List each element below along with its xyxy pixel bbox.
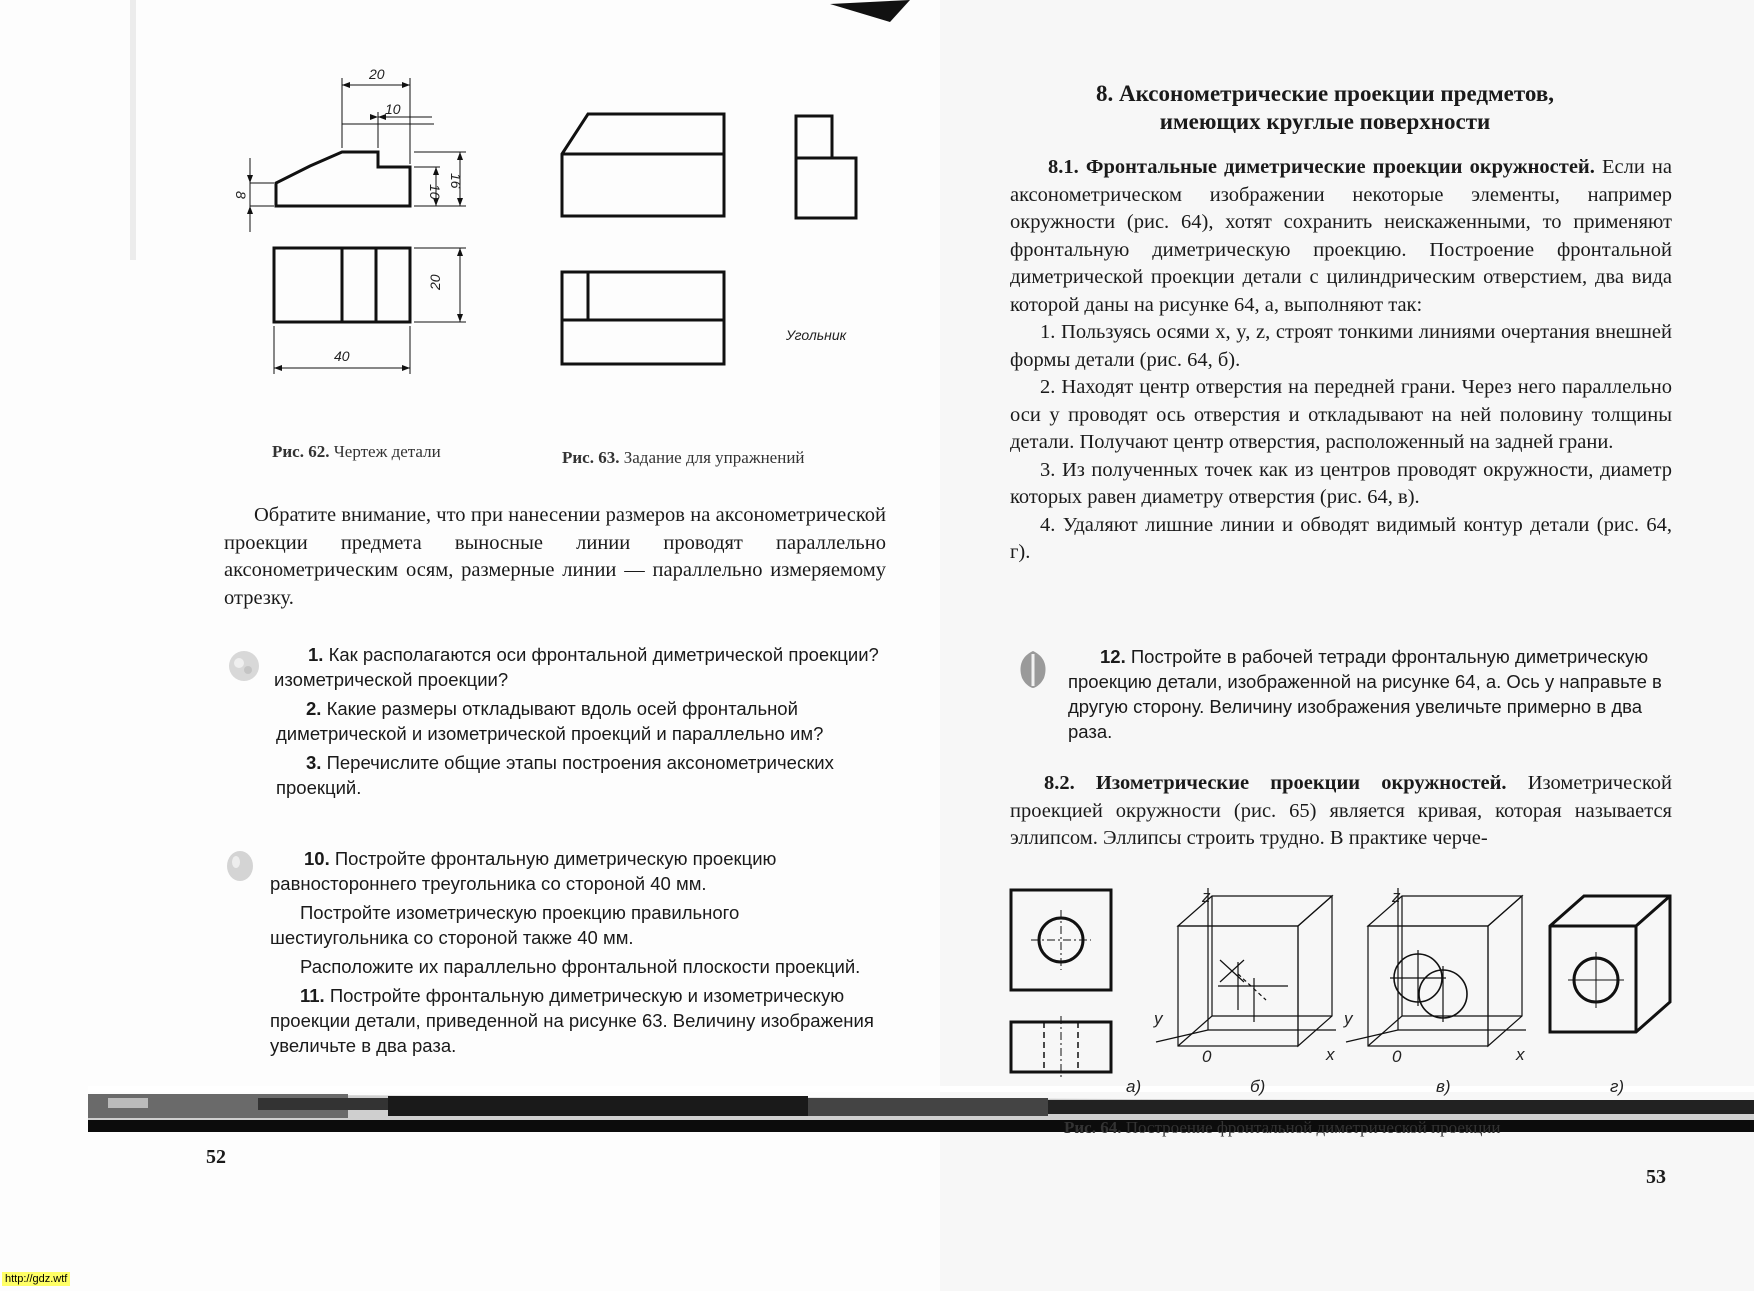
svg-text:z: z bbox=[1202, 887, 1211, 906]
questions-block bbox=[276, 642, 888, 800]
figure-63-caption bbox=[562, 448, 805, 468]
dim-10-vertical: 10 bbox=[427, 184, 443, 200]
chapter-heading-line-2: имеющих круглые поверхности bbox=[1159, 109, 1491, 134]
dim-20-vertical: 20 bbox=[427, 274, 443, 290]
dim-8: 8 bbox=[233, 191, 249, 199]
exercises-block bbox=[270, 846, 882, 1058]
svg-text:x: x bbox=[1516, 1045, 1525, 1064]
figure-64-caption-label: Рис. 64. bbox=[1064, 1118, 1122, 1137]
exercise-12: 12. Постройте в рабочей тетради фронтальную диметрическую проекцию детали, изображенной на рисунке 64, а. Ось y направьте в другую сторону. Величину изображения увеличьте примерно в два раза. bbox=[1068, 646, 1662, 742]
svg-text:в): в) bbox=[1436, 1077, 1451, 1096]
exercise-10-part-3: Расположите их параллельно фронтальной плоскости проекций. bbox=[300, 956, 861, 977]
front-view-outline bbox=[276, 152, 410, 206]
section-8-2-title: 8.2. Изометрические проекции окружностей. bbox=[1044, 772, 1507, 794]
svg-text:Угольник: Угольник bbox=[786, 327, 847, 343]
svg-text:0: 0 bbox=[1392, 1047, 1402, 1066]
question-1: 1. Как располагаются оси фронтальной диметрической проекции? изометрической проекции? bbox=[274, 644, 879, 690]
question-2: 2. Какие размеры откладывают вдоль осей фронтальной диметрической и изометрической проекций и параллельно им? bbox=[276, 698, 824, 744]
section-8-1-title: 8.1. Фронтальные диметрические проекции окружностей. bbox=[1048, 156, 1595, 178]
chapter-heading bbox=[1010, 80, 1640, 136]
page-number-left: 52 bbox=[206, 1146, 226, 1168]
site-link[interactable]: http://gdz.wtf bbox=[2, 1272, 70, 1286]
step-4: 4. Удаляют лишние линии и обводят видимый контур детали (рис. 64, г). bbox=[1010, 513, 1672, 563]
svg-text:а): а) bbox=[1126, 1077, 1142, 1096]
section-8-1-paragraph: 8.1. Фронтальные диметрические проекции окружностей. Если на аксонометрическом изображении некоторые элементы, например окружности (рис. 64), хотят сохранить неискаженными, то применяют фронтальную диметрическую проекцию. Построение фронтальной диметрической проекции детали с цилиндрическим отверстием, два вида которой даны на рисунке 64, а, выполняют так: bbox=[1010, 156, 1672, 316]
chapter-heading-line-1: 8. Аксонометрические проекции предметов, bbox=[1095, 81, 1554, 106]
figure-63-caption-label: Рис. 63. bbox=[562, 448, 620, 467]
panel-d-drawing bbox=[1550, 896, 1670, 1032]
section-8-1 bbox=[1010, 154, 1672, 567]
dim-16: 16 bbox=[448, 173, 464, 189]
svg-text:z: z bbox=[1392, 887, 1401, 906]
dim-40: 40 bbox=[334, 348, 350, 364]
svg-text:г): г) bbox=[1610, 1077, 1625, 1096]
figure-62-caption bbox=[272, 442, 441, 462]
exercise-11: 11. Постройте фронтальную диметрическую и изометрическую проекции детали, приведенной на рисунке 63. Величину изображения увеличьте в два раза. bbox=[270, 985, 874, 1056]
binding-edge-left bbox=[130, 0, 136, 260]
exercise-10: 10. Постройте фронтальную диметрическую проекцию равностороннего треугольника со стороной 40 мм. bbox=[270, 848, 777, 894]
panel-b-drawing bbox=[1156, 888, 1336, 1046]
svg-text:y: y bbox=[1154, 1009, 1163, 1028]
figure-62-drawing bbox=[222, 62, 482, 382]
panel-c-drawing bbox=[1346, 888, 1526, 1046]
figure-63-caption-text: Задание для упражнений bbox=[623, 448, 805, 467]
figure-62-caption-text: Чертеж детали bbox=[333, 442, 441, 461]
svg-text:y: y bbox=[1344, 1009, 1353, 1028]
page-number-right: 53 bbox=[1646, 1166, 1666, 1188]
left-paragraph: Обратите внимание, что при нанесении размеров на аксонометрической проекции предмета выносные линии проводят параллельно аксонометрическим осям, размерные линии — параллельно измеряемому отрезку. bbox=[224, 504, 886, 609]
exercise-12-icon bbox=[1014, 648, 1052, 690]
svg-text:x: x bbox=[1326, 1045, 1335, 1064]
questions-icon bbox=[226, 648, 262, 684]
dim-20: 20 bbox=[369, 66, 385, 82]
exercise-10-part-2: Постройте изометрическую проекцию правильного шестиугольника со стороной также 40 мм. bbox=[270, 902, 740, 948]
dim-10: 10 bbox=[385, 101, 401, 117]
exercises-icon bbox=[222, 848, 258, 884]
angle-label bbox=[786, 326, 876, 346]
figure-64-caption-text: Построение фронтальной диметрической проекции bbox=[1125, 1118, 1501, 1137]
figure-64-drawing bbox=[1006, 882, 1676, 1102]
svg-text:б): б) bbox=[1250, 1077, 1266, 1096]
panel-a-drawing bbox=[1011, 890, 1111, 1078]
step-3: 3. Из полученных точек как из центров проводят окружности, диаметр которых равен диаметру отверстия (рис. 64, в). bbox=[1010, 458, 1672, 508]
section-8-2: 8.2. Изометрические проекции окружностей. Изометрической проекцией окружности (рис. 65) является кривая, которая называется эллипсом. Эллипсы строить трудно. В практике черче- bbox=[1010, 772, 1673, 849]
step-2: 2. Находят центр отверстия на передней грани. Через него параллельно оси y проводят ось отверстия и откладывают на ней половину толщины детали. Получают центр отверстия, расположенный на задней грани. bbox=[1010, 376, 1672, 453]
svg-text:0: 0 bbox=[1202, 1047, 1212, 1066]
figure-62-caption-label: Рис. 62. bbox=[272, 442, 330, 461]
figure-64-caption bbox=[1064, 1118, 1500, 1138]
page-corner-mark bbox=[830, 0, 910, 24]
step-1: 1. Пользуясь осями x, y, z, строят тонкими линиями очертания внешней формы детали (рис. 64, б). bbox=[1010, 321, 1672, 371]
question-3: 3. Перечислите общие этапы построения аксонометрических проекций. bbox=[276, 752, 834, 798]
